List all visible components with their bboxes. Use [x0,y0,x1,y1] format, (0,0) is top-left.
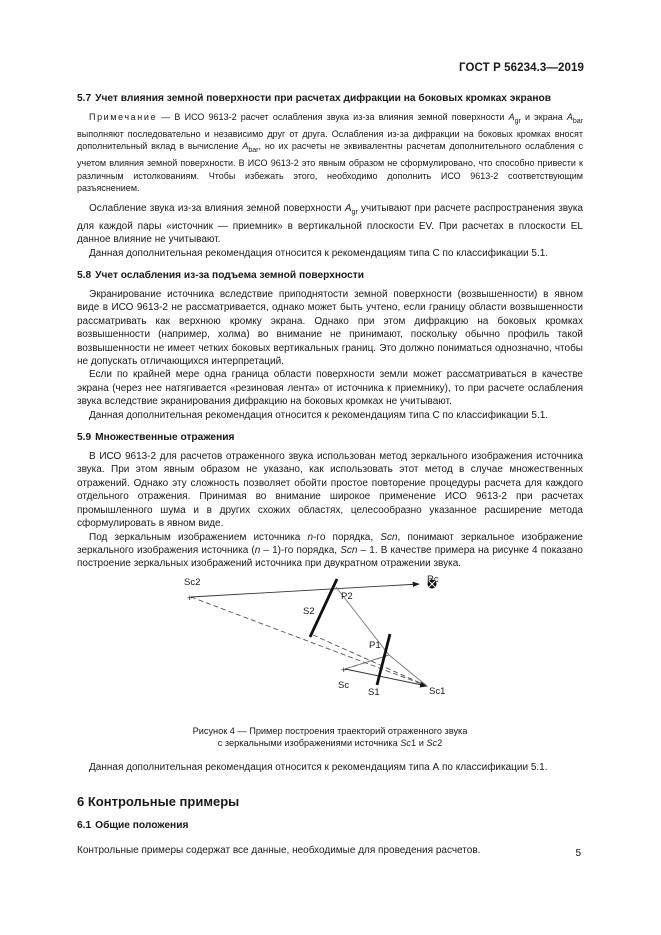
section-title: Учет влияния земной поверхности при расчетах дифракции на боковых кромках экранов [95,93,552,104]
section-number: 6.1 [77,820,92,832]
figure-caption: Рисунок 4 — Пример построения траекторий отраженного звука с зеркальными изображениями источника Sc1 и Sc2 [192,725,468,748]
source-mark-sc: + [341,664,347,676]
label-sc2: Sc2 [184,576,201,588]
paragraph: Ослабление звука из-за влияния земной поверхности $A_{gr}$ учитывают при расчете распространения звука для каждой пары «источник — приемник» в вертикальной плоскости EV. При расчетах в плоскости EL данное влияние не учитывают. [77,203,583,246]
paragraph: Данная дополнительная рекомендация относится к рекомендациям типа C по классификации 5.1. [89,247,549,259]
paragraph: Данная дополнительная рекомендация относится к рекомендациям типа C по классификации 5.1. [89,409,549,421]
paragraph: Данная дополнительная рекомендация относится к рекомендациям типа А по классификации 5.1. [89,761,548,773]
section-heading-5-9 [77,431,583,444]
page-content [77,92,583,858]
section-number: 6 [77,794,85,810]
label-rc: Rc [427,573,439,585]
ray-sc-sc1 [345,669,427,686]
section-number: 5.7 [77,93,92,104]
paragraph: Под зеркальным изображением источника n-го порядка, Scn, понимают зеркальное изображение зеркального изображения источника (n – 1)-го порядка, Scn – 1. В качестве примера на рисунке 4 показано построение зеркальных изображений источника при двукратном отражении звука. [77,531,583,570]
paragraph: В ИСО 9613-2 для расчетов отраженного звука использован метод зеркального изображения источника звука. При этом явным образом не указано, как использовать этот метод в случае множественных отражений. Однако эту сложность позволяет обойти простое повторение процедуры расчета для каждого отдельного отражения. Принимая во внимание широкое применение ИСО 9613-2 при расчетах промышленного шума и в других схожих областях, целесообразно указанное расширение метода сформулировать в явном виде. [77,451,583,530]
reflection-diagram [77,573,583,723]
section-heading-6-1 [77,819,583,832]
label-sc: Sc [338,679,350,691]
section-title: Контрольные примеры [87,794,240,810]
note-label: Примечание [89,112,158,122]
section-title: Общие положения [95,820,189,832]
label-sc1: Sc1 [429,685,446,697]
section-number: 5.9 [77,432,92,444]
label-p1: P1 [369,639,381,651]
section-number: 5.8 [77,270,92,281]
paragraph: Если по крайней мере одна граница области поверхности земли может рассматриваться в качестве экрана (через нее натягивается «резиновая лента» от источника к приемнику), то при расчете ослабления звука вследствие экранирования дифракцию на боковых кромках не учитывают. [77,369,583,408]
label-s2: S2 [303,605,315,617]
section-title: Учет ослабления из-за подъема земной поверхности [95,270,365,281]
standard-header: ГОСТ Р 56234.3—2019 [459,62,584,74]
section-heading-5-8 [77,269,583,282]
paragraph: Экранирование источника вследствие приподнятости земной поверхности (возвышенности) в явном виде в ИСО 9613-2 не рассматривается, однако может быть учтено, если границу области возвышенности рассматривать как верхнюю кромку экрана. Однако при этом дифракцию на боковых кромках возвышенности (например, холма) во внимание не принимают, поскольку обычно профиль такой возвышенности не имеет четких боковых вертикальных границ. Это должно пониматься однозначно, чтобы не допускать отличающихся интерпретаций. [77,289,583,368]
ray-p1-sc1 [389,655,427,686]
label-s1: S1 [368,686,380,698]
section-heading-6 [77,794,583,809]
source-mark-sc2: + [187,592,193,604]
figure-4 [77,573,583,723]
note-paragraph: Примечание — В ИСО 9613-2 расчет ослабления звука из-за влияния земной поверхности $A_{gr}$ и экрана $A_{bar}$ выполняют последовательно и независимо друг от друга. Ослабления из-за дифракции на боковых кромках вносят дополнительный вклад в вычисление $A_{bar}$, но их расчеты не эквивалентны расчетам дополнительного ослабления с учетом влияния земной поверхности. В ИСО 9613-2 это явным образом не сформулировано, что способно привести к различным истолкованиям. Чтобы избежать этого, необходимо дополнить ИСО 9613-2 соответствующим разъяснением. [77,112,584,194]
page-number: 5 [575,848,581,859]
section-title: Множественные отражения [95,432,235,444]
ray-sc2-rc [191,584,419,597]
section-heading-5-7 [77,92,583,105]
label-p2: P2 [341,590,353,602]
paragraph: Контрольные примеры содержат все данные, необходимые для проведения расчетов. [77,845,481,857]
